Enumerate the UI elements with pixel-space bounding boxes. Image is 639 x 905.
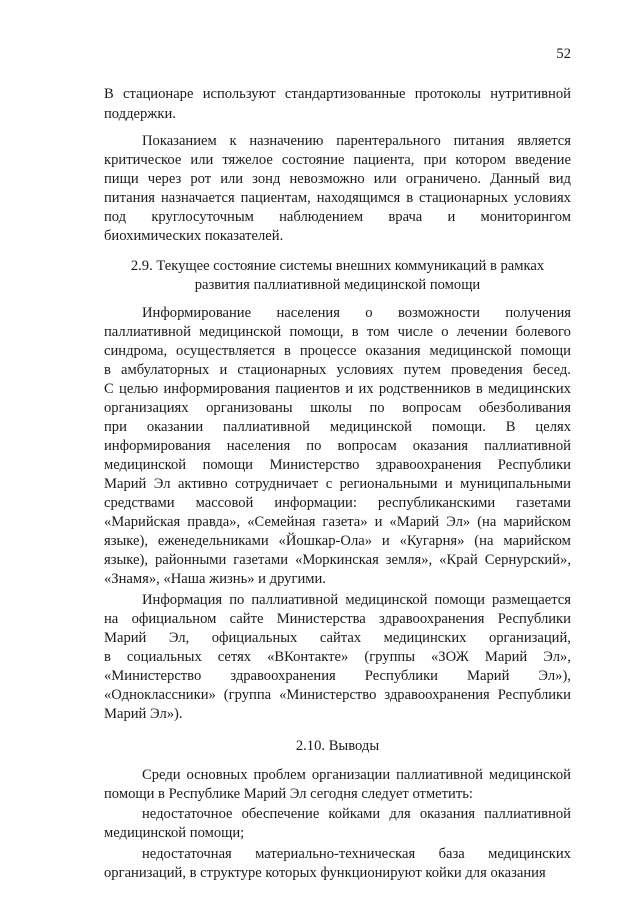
paragraph-line: организаций, в структуре которых функционируют койки для оказания [104,865,546,881]
paragraph-line: Среди основных проблем организации паллиативной медицинской [142,767,571,783]
paragraph-line: медицинской помощи; [104,825,245,841]
paragraph-line: «Марийская правда», «Семейная газета» и «Марий Эл» (на марийском [104,514,571,530]
paragraph-line: Информация по паллиативной медицинской помощи размещается [142,592,571,608]
paragraph-line: В стационаре используют стандартизованные протоколы нутритивной [104,86,571,102]
paragraph-line: питания назначается пациентам, находящимся в стационарных условиях [104,190,571,206]
paragraph-line: биохимических показателей. [104,228,284,244]
paragraph-line: Марий Эл»). [104,706,183,722]
paragraph-line: в социальных сетях «ВКонтакте» (группы «ЗОЖ Марий Эл», [104,649,571,665]
paragraph-line: паллиативной медицинской помощи, в том числе о лечении болевого [104,324,571,340]
paragraph-line: Марий Эл, официальных сайтах медицинских организаций, [104,630,571,646]
paragraph-line: Информирование населения о возможности получения [142,305,571,321]
paragraph-line: недостаточная материально-техническая база медицинских [142,846,571,862]
paragraph-line: поддержки. [104,106,176,122]
section-heading-line: развития паллиативной медицинской помощи [194,277,481,293]
paragraph-line: критическое или тяжелое состояние пациента, при котором введение [104,152,571,168]
paragraph-line: средствами массовой информации: республиканскими газетами [104,495,571,511]
section-heading-line: 2.9. Текущее состояние системы внешних коммуникаций в рамках [130,258,545,274]
paragraph-line: языке), районными газетами «Моркинская земля», «Край Сернурский», [104,552,571,568]
paragraph-line: организациях организованы школы по вопросам обезболивания [104,400,571,416]
paragraph-line: при оказании паллиативной медицинской помощи. В целях [104,419,571,435]
paragraph-line: помощи в Республике Марий Эл сегодня следует отметить: [104,786,473,802]
paragraph-line: пищи через рот или зонд невозможно или ограничено. Данный вид [104,171,571,187]
paragraph-line: в амбулаторных и стационарных условиях путем проведения бесед. [104,362,571,378]
paragraph-line: «Знамя», «Наша жизнь» и другими. [104,571,326,587]
paragraph-line: Показанием к назначению парентерального питания является [142,133,571,149]
section-heading-line: 2.10. Выводы [295,738,380,754]
paragraph-line: медицинской помощи Министерство здравоохранения Республики [104,457,571,473]
paragraph-line: недостаточное обеспечение койками для оказания паллиативной [142,806,571,822]
paragraph-line: под круглосуточным наблюдением врача и мониторингом [104,209,571,225]
paragraph-line: «Одноклассники» (группа «Министерство здравоохранения Республики [104,687,571,703]
paragraph-line: на официальном сайте Министерства здравоохранения Республики [104,611,571,627]
paragraph-line: Марий Эл активно сотрудничает с региональными и муниципальными [104,476,571,492]
paragraph-line: языке), еженедельниками «Йошкар-Ола» и «Кугарня» (на марийском [104,533,571,549]
paragraph-line: «Министерство здравоохранения Республики Марий Эл»), [104,668,571,684]
paragraph-line: синдрома, осуществляется в процессе оказания медицинской помощи [104,343,571,359]
paragraph-line: информирования населения по вопросам оказания паллиативной [104,438,571,454]
page-number: 52 [556,46,571,62]
paragraph-line: С целью информирования пациентов и их родственников в медицинских [104,381,571,397]
